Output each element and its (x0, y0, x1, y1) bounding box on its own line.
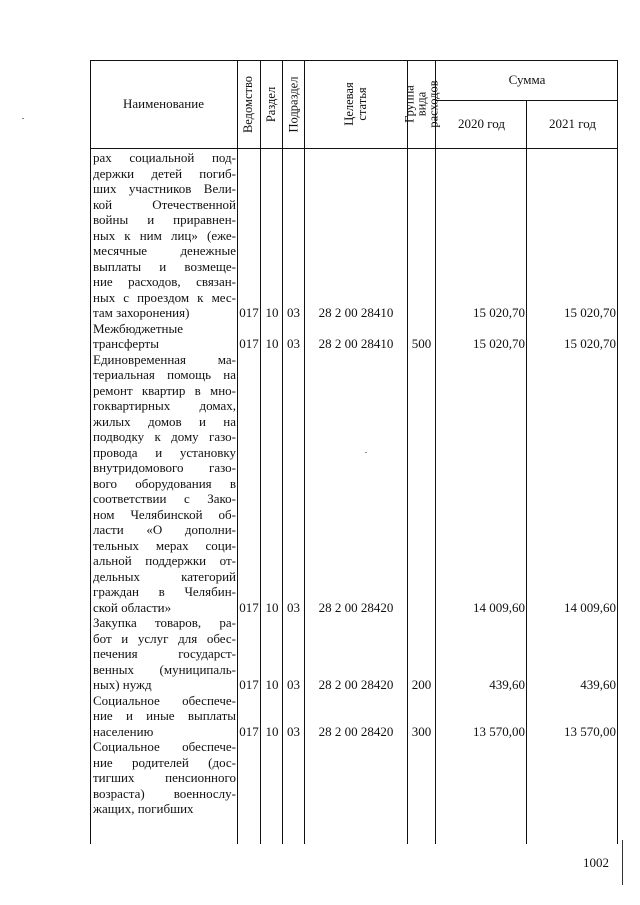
scan-speck (22, 118, 24, 119)
row-name-line: ших участников Вели- (93, 181, 236, 196)
row-name-line: соответствии с Зако- (93, 491, 236, 506)
header-name: Наименование (123, 96, 204, 111)
row-target: 28 2 00 28420 (318, 723, 394, 739)
row-sum-2021: 13 570,00 (564, 723, 616, 739)
margin-mark (622, 840, 623, 885)
row-section: 10 (265, 599, 279, 615)
row-sum-2020: 14 009,60 (473, 599, 525, 615)
row-name-line: Социальное обеспече- (93, 692, 236, 708)
row-name-line: печения государст- (93, 646, 236, 661)
row-sum-2020: 439,60 (489, 677, 525, 692)
header-bottom-line (90, 148, 618, 149)
row-name-line: Закупка товаров, ра- (93, 615, 236, 630)
row-name-line: внутридомового газо- (93, 460, 236, 475)
row-name-line: ремонт квартир в мно- (93, 382, 236, 398)
row-dept: 017 (239, 599, 259, 615)
row-section: 10 (265, 677, 279, 692)
row-dept: 017 (239, 305, 259, 320)
row-name (93, 352, 236, 616)
row-name (93, 150, 236, 321)
row-name-line: Межбюджетные (93, 320, 183, 336)
row-name-line: рах социальной под- (93, 150, 236, 165)
header-target: Целевая статья (342, 82, 369, 126)
row-name-line: вого оборудования в (93, 475, 236, 491)
row-sum-2021: 439,60 (580, 677, 616, 692)
row-name (93, 693, 236, 740)
row-target: 28 2 00 28420 (318, 599, 394, 615)
row-name-line: бот и услуг для обес- (93, 630, 236, 646)
row-name-line: ние и иные выплаты (93, 708, 236, 723)
row-name-line: териальная помощь на (93, 367, 236, 382)
row-name-line: Единовременная ма- (93, 351, 236, 367)
row-name-line: Социальное обеспече- (93, 739, 236, 754)
row-name-line: войны и приравнен- (93, 212, 236, 227)
header-group: Группа вида расходов (402, 80, 441, 128)
table-border-left (90, 60, 91, 844)
row-name-line: кой Отечественной (93, 196, 236, 212)
row-name-line: там захоронения) (93, 305, 190, 320)
row-name-line: ласти «О дополни- (93, 522, 236, 537)
row-sum-2021: 14 009,60 (564, 599, 616, 615)
row-name-line: ных) нужд (93, 677, 152, 692)
row-name (93, 321, 236, 352)
row-target: 28 2 00 28420 (318, 677, 394, 692)
row-sum-2020: 15 020,70 (473, 336, 525, 351)
row-name-line: ской области» (93, 599, 172, 615)
row-name-line: ных к ним лиц» (еже- (93, 227, 236, 243)
row-group: 200 (411, 677, 432, 692)
row-name-line: возраста) военнослу- (93, 785, 236, 801)
row-subsection: 03 (287, 677, 300, 692)
row-group: 300 (411, 723, 432, 739)
row-sum-2021: 15 020,70 (564, 336, 616, 351)
header-sum: Сумма (508, 72, 546, 87)
row-name-line: дельных категорий (93, 568, 236, 584)
row-name-line: альной поддержки от- (93, 553, 236, 568)
row-group: 500 (411, 336, 432, 351)
row-name (93, 615, 236, 693)
header-year-2020: 2020 год (458, 116, 505, 131)
header-section: Раздел (264, 86, 279, 122)
row-name-line: провода и установку (93, 444, 236, 460)
row-target: 28 2 00 28410 (318, 336, 394, 351)
row-name-line: тигших пенсионного (93, 770, 236, 785)
row-name-line: ном Челябинской об- (93, 506, 236, 522)
budget-table (90, 60, 618, 844)
row-name-line: ние родителей (дос- (93, 754, 236, 770)
row-name-line: трансферты (93, 336, 159, 351)
row-target: 28 2 00 28410 (318, 305, 394, 320)
row-name-line: жилых домов и на (93, 413, 236, 429)
row-name-line: подводку к дому газо- (93, 429, 236, 444)
row-name-line: ние расходов, связан- (93, 274, 236, 289)
header-year-2021: 2021 год (549, 116, 596, 131)
row-sum-2020: 15 020,70 (473, 305, 525, 320)
row-section: 10 (265, 336, 279, 351)
row-name-line: держки детей погиб- (93, 165, 236, 181)
row-sum-2020: 13 570,00 (473, 723, 525, 739)
row-name-line: венных (муниципаль- (93, 661, 236, 677)
row-name-line: гоквартирных домах, (93, 398, 236, 413)
row-subsection: 03 (287, 305, 300, 320)
row-dept: 017 (239, 336, 259, 351)
page-number: 1002 (583, 855, 609, 870)
row-sum-2021: 15 020,70 (564, 305, 616, 320)
row-name-line: выплаты и возмеще- (93, 258, 236, 274)
row-name-line: тельных мерах соци- (93, 537, 236, 553)
row-subsection: 03 (287, 336, 300, 351)
header-dept: Ведомство (241, 75, 256, 133)
row-name-line: жащих, погибших (93, 801, 194, 816)
row-subsection: 03 (287, 599, 300, 615)
row-name-line: граждан в Челябин- (93, 584, 236, 599)
row-name (93, 739, 236, 817)
scan-speck (365, 452, 367, 453)
row-dept: 017 (239, 677, 259, 692)
row-dept: 017 (239, 723, 259, 739)
row-subsection: 03 (287, 723, 300, 739)
row-name-line: населению (93, 723, 154, 739)
row-name-line: ных с проездом к мес- (93, 289, 236, 305)
row-section: 10 (265, 723, 279, 739)
row-section: 10 (265, 305, 279, 320)
header-subsection: Подраздел (286, 76, 300, 132)
row-name-line: месячные денежные (93, 243, 236, 258)
